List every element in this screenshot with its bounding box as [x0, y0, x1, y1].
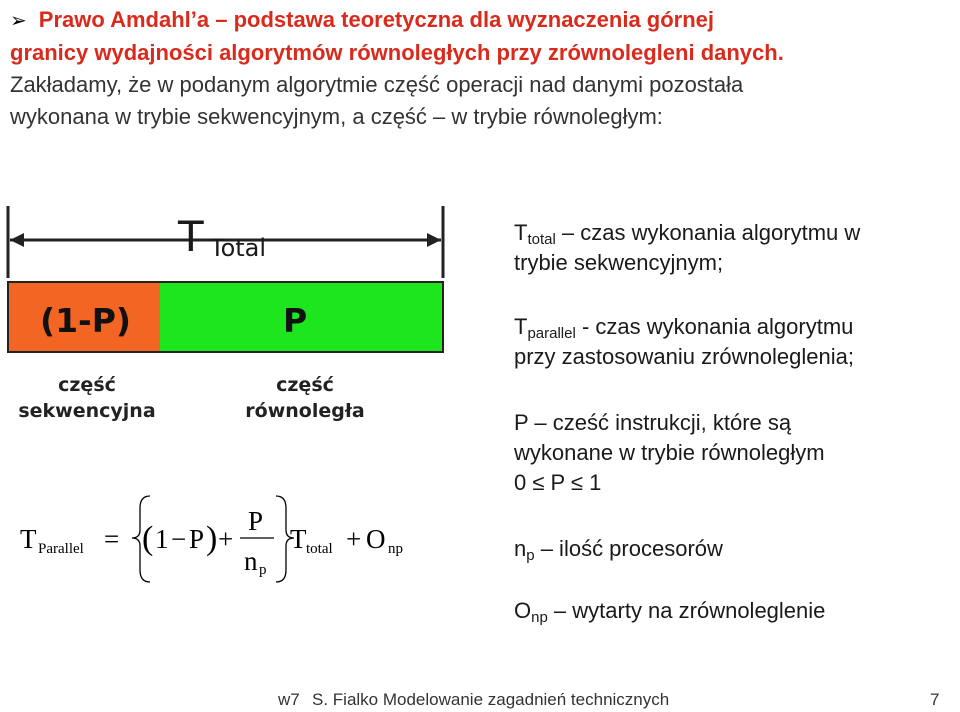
sequential-caption: [2, 372, 172, 424]
parallel-caption-line2: równoległa: [245, 400, 365, 422]
formula-T: T: [290, 524, 307, 554]
parallel-caption-line1: część: [276, 374, 334, 396]
right-arrowhead-icon: [427, 233, 441, 247]
ttotal-text: – czas wykonania algorytmu w: [555, 220, 861, 245]
title-highlight-1: Prawo Amdahl’a – podstawa teoretyczna dla wyznaczenia górnej: [38, 7, 715, 32]
sequential-label: (1-P): [40, 301, 132, 340]
onp-text: – wytarty na zrównoleglenie: [547, 598, 826, 623]
formula-equals: =: [104, 524, 120, 554]
formula-T-sub: total: [306, 541, 333, 557]
intro-paragraph: [10, 4, 958, 133]
def-p-line2: wykonane w trybie równoległym: [514, 440, 825, 465]
close-paren-icon: ): [206, 520, 218, 557]
slide-footer: [0, 686, 960, 712]
sequential-caption-line2: sekwencyjna: [18, 400, 156, 422]
formula-minus: −: [171, 524, 187, 554]
def-tparallel-line2: przy zastosowaniu zrównoleglenia;: [514, 344, 854, 369]
intro-line-1: [10, 4, 958, 37]
sequential-caption-line1: część: [58, 374, 116, 396]
np-subscript: p: [526, 547, 535, 564]
formula-plus-2: +: [346, 524, 362, 554]
formula-one: 1: [155, 524, 169, 554]
footer-week: w7: [278, 690, 300, 709]
parallel-label: P: [283, 301, 308, 340]
arrow-bullet-icon: ➢: [10, 10, 27, 32]
def-p-line1: P – cześć instrukcji, które są: [514, 410, 792, 435]
ttotal-symbol: T: [514, 220, 528, 245]
tparallel-subscript: parallel: [527, 325, 576, 342]
formula-lhs-T: T: [20, 524, 37, 554]
formula-O-sub: np: [388, 541, 403, 557]
total-time-symbol: T: [178, 212, 204, 261]
formula-plus: +: [218, 524, 234, 554]
formula-P: P: [189, 524, 205, 554]
total-time-subscript: Total: [210, 234, 267, 262]
np-symbol: n: [514, 536, 527, 561]
amdahl-diagram: [0, 196, 500, 436]
footer-page-number: 7: [930, 690, 940, 709]
intro-body-2: wykonana w trybie sekwencyjnym, a część – w trybie równoległym:: [10, 104, 663, 129]
fraction-denominator-sub: p: [259, 562, 267, 578]
def-np: [514, 534, 958, 564]
def-tparallel-line1: [514, 312, 958, 342]
def-ttotal: [514, 218, 958, 278]
onp-subscript: np: [531, 609, 548, 626]
def-ttotal-line1: [514, 218, 958, 248]
def-tparallel: [514, 312, 958, 372]
fraction-numerator: P: [248, 506, 264, 536]
fraction-denominator: n: [244, 546, 258, 576]
parallel-caption: [220, 372, 390, 424]
np-text: – ilość procesorów: [534, 536, 723, 561]
intro-line-2: [10, 37, 958, 69]
title-highlight-2: granicy wydajności algorytmów równoległych przy zrównolegleni danych.: [10, 40, 784, 65]
ttotal-subscript: total: [527, 231, 556, 248]
amdahl-formula: [0, 490, 500, 590]
left-arrowhead-icon: [10, 233, 24, 247]
formula-lhs-sub: Parallel: [38, 541, 84, 557]
def-onp: [514, 596, 958, 626]
formula-O: O: [366, 524, 386, 554]
onp-symbol: O: [514, 598, 532, 623]
def-p: [514, 408, 958, 498]
intro-body-1: Zakładamy, że w podanym algorytmie część operacji nad danymi pozostała: [10, 72, 744, 97]
open-paren-icon: (: [142, 520, 154, 557]
footer-author-title: S. Fialko Modelowanie zagadnień technicznych: [312, 690, 670, 709]
tparallel-text: - czas wykonania algorytmu: [575, 314, 854, 339]
def-p-range: 0 ≤ P ≤ 1: [514, 470, 602, 495]
def-ttotal-line2: trybie sekwencyjnym;: [514, 250, 724, 275]
tparallel-symbol: T: [514, 314, 528, 339]
